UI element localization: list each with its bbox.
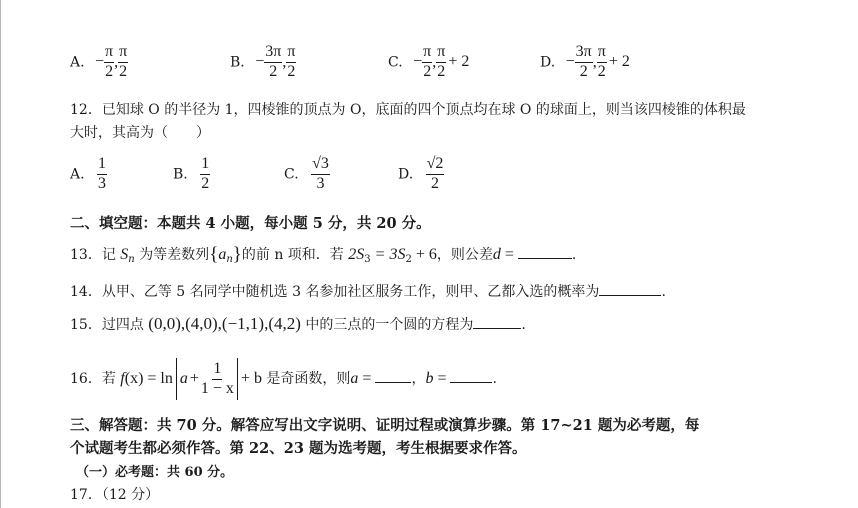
right-brace: } [232,244,242,265]
answer-blank-a [375,370,411,383]
fraction [597,44,607,81]
option-label: B. [230,54,245,71]
fraction-numerator: √3 [311,156,330,175]
required-questions-subheading: （一）必考题：共 60 分。 [76,465,234,480]
math-subscript: n [226,254,233,265]
math-variable: a [179,370,188,387]
period: . [571,247,577,263]
abs-bar-left [176,358,177,400]
math-subscript: 2 [405,254,412,265]
math-variable: a [218,246,227,263]
question-prefix: 15．过四点 [70,317,144,333]
math-function-f: f [120,370,125,387]
question-16 [70,358,497,400]
section-heading-fill-in: 二、填空题：本题共 4 小题，每小题 5 分，共 20 分。 [70,215,431,232]
q11-option-b [230,44,296,81]
fraction-denominator: 2 [579,62,588,80]
fraction-numerator: π [597,44,607,63]
q12-option-d [398,156,444,193]
option-label: A. [70,54,85,71]
left-brace: { [209,244,219,265]
fraction-denominator: 2 [423,62,432,80]
answer-blank [518,246,572,259]
fraction-numerator: π [286,44,296,63]
fraction [264,44,282,81]
question-text: ，则公差 [436,247,493,263]
option-label: C. [284,166,299,183]
fraction-numerator: 1 [212,361,222,380]
q12-stem-line2: 大时，其高为（ ） [70,125,210,141]
fraction [201,361,234,398]
answer-blank-b [450,370,492,383]
math-subscript: 3 [364,254,371,265]
fraction-numerator: π [422,44,432,63]
equation-part: 2S [348,246,365,263]
answer-blank [473,316,521,329]
q11-option-c [388,44,469,81]
period: . [661,284,666,300]
fraction [118,44,128,81]
fraction-denominator: 3 [98,174,107,192]
fraction-numerator: 1 [97,156,107,175]
minus-sign: − [565,53,575,71]
option-label: D. [398,166,414,183]
fraction-denominator: 2 [287,62,296,80]
fraction-numerator: π [436,44,446,63]
minus-sign: − [413,53,423,71]
minus-sign: − [95,53,105,71]
points-list: (0,0),(4,0),(−1,1),(4,2) [148,314,301,333]
question-17-header: 17．（12 分） [70,487,160,503]
equation-part: = 3S [370,246,406,263]
section-heading-solutions-line1: 三、解答题：共 70 分。解答应写出文字说明、证明过程或演算步骤。第 17~21 题为必考题，每 [70,417,700,434]
fraction [311,156,330,193]
equals-sign: = [433,370,451,387]
math-subscript: n [128,254,135,265]
fraction-numerator: 3π [575,44,593,63]
equation-part: + 6 [411,246,437,263]
fraction [436,44,446,81]
answer-blank [599,283,661,296]
separator: , [114,53,119,71]
fraction [426,156,445,193]
comma: ， [411,371,426,387]
fraction-denominator: 2 [105,62,114,80]
fraction-numerator: 1 [200,156,210,175]
question-14 [70,281,666,301]
fraction-denominator: 2 [269,62,278,80]
equals-sign: = [500,246,518,263]
question-text: 14．从甲、乙等 5 名同学中随机选 3 名参加社区服务工作，则甲、乙都入选的概率为 [70,284,600,300]
separator: , [432,53,437,71]
period: . [492,371,497,387]
fraction [422,44,432,81]
abs-bar-right [237,358,238,400]
fraction [286,44,296,81]
fraction-denominator: 2 [431,174,440,192]
separator: , [592,53,597,71]
fraction-denominator: 3 [316,174,325,192]
period: . [521,317,526,333]
q12-option-a [70,156,107,193]
math-expression: (x) = ln [124,370,173,387]
math-expression: + b [240,370,262,387]
math-variable: d [492,246,501,263]
fraction-denominator: 2 [437,62,446,80]
fraction-denominator: 2 [119,62,128,80]
fraction-denominator: 1 − x [200,379,234,397]
equals-sign: = [358,370,376,387]
fraction [97,156,107,193]
fraction-denominator: 2 [597,62,606,80]
fraction [104,44,114,81]
fraction-denominator: 2 [201,174,210,192]
fraction-numerator: 3π [264,44,282,63]
q12-option-b [173,156,210,193]
q12-stem-line1: 12．已知球 O 的半径为 1，四棱锥的顶点为 O，底面的四个顶点均在球 O 的球面上，则当该四棱锥的体积最 [70,102,746,118]
math-variable: b [425,370,434,387]
section-heading-solutions-line2: 个试题考生都必须作答。第 22、23 题为选考题，考生根据要求作答。 [70,440,527,457]
plus-two: + 2 [448,53,470,71]
question-15 [70,314,526,334]
question-13 [70,244,576,266]
left-margin-rule [0,0,1,508]
math-variable: S [120,246,129,263]
plus-sign: + [189,370,199,387]
separator: , [282,53,287,71]
question-prefix: 16．若 [70,371,116,387]
q12-option-c [284,156,330,193]
fraction-numerator: π [118,44,128,63]
fraction-numerator: π [104,44,114,63]
option-label: C. [388,54,403,71]
math-variable: a [350,370,359,387]
q11-option-a [70,44,128,81]
question-text: 的前 n 项和．若 [241,247,344,263]
question-text: 为等差数列 [139,247,210,263]
q11-option-d [540,44,630,81]
option-label: B. [173,166,188,183]
fraction [575,44,593,81]
question-text: 中的三点的一个圆的方程为 [305,317,474,333]
plus-two: + 2 [608,53,630,71]
minus-sign: − [255,53,265,71]
fraction-numerator: √2 [426,156,445,175]
fraction [200,156,210,193]
option-label: A. [70,166,85,183]
question-prefix: 13．记 [70,247,116,263]
option-label: D. [540,54,556,71]
question-text: 是奇函数，则 [266,371,351,387]
